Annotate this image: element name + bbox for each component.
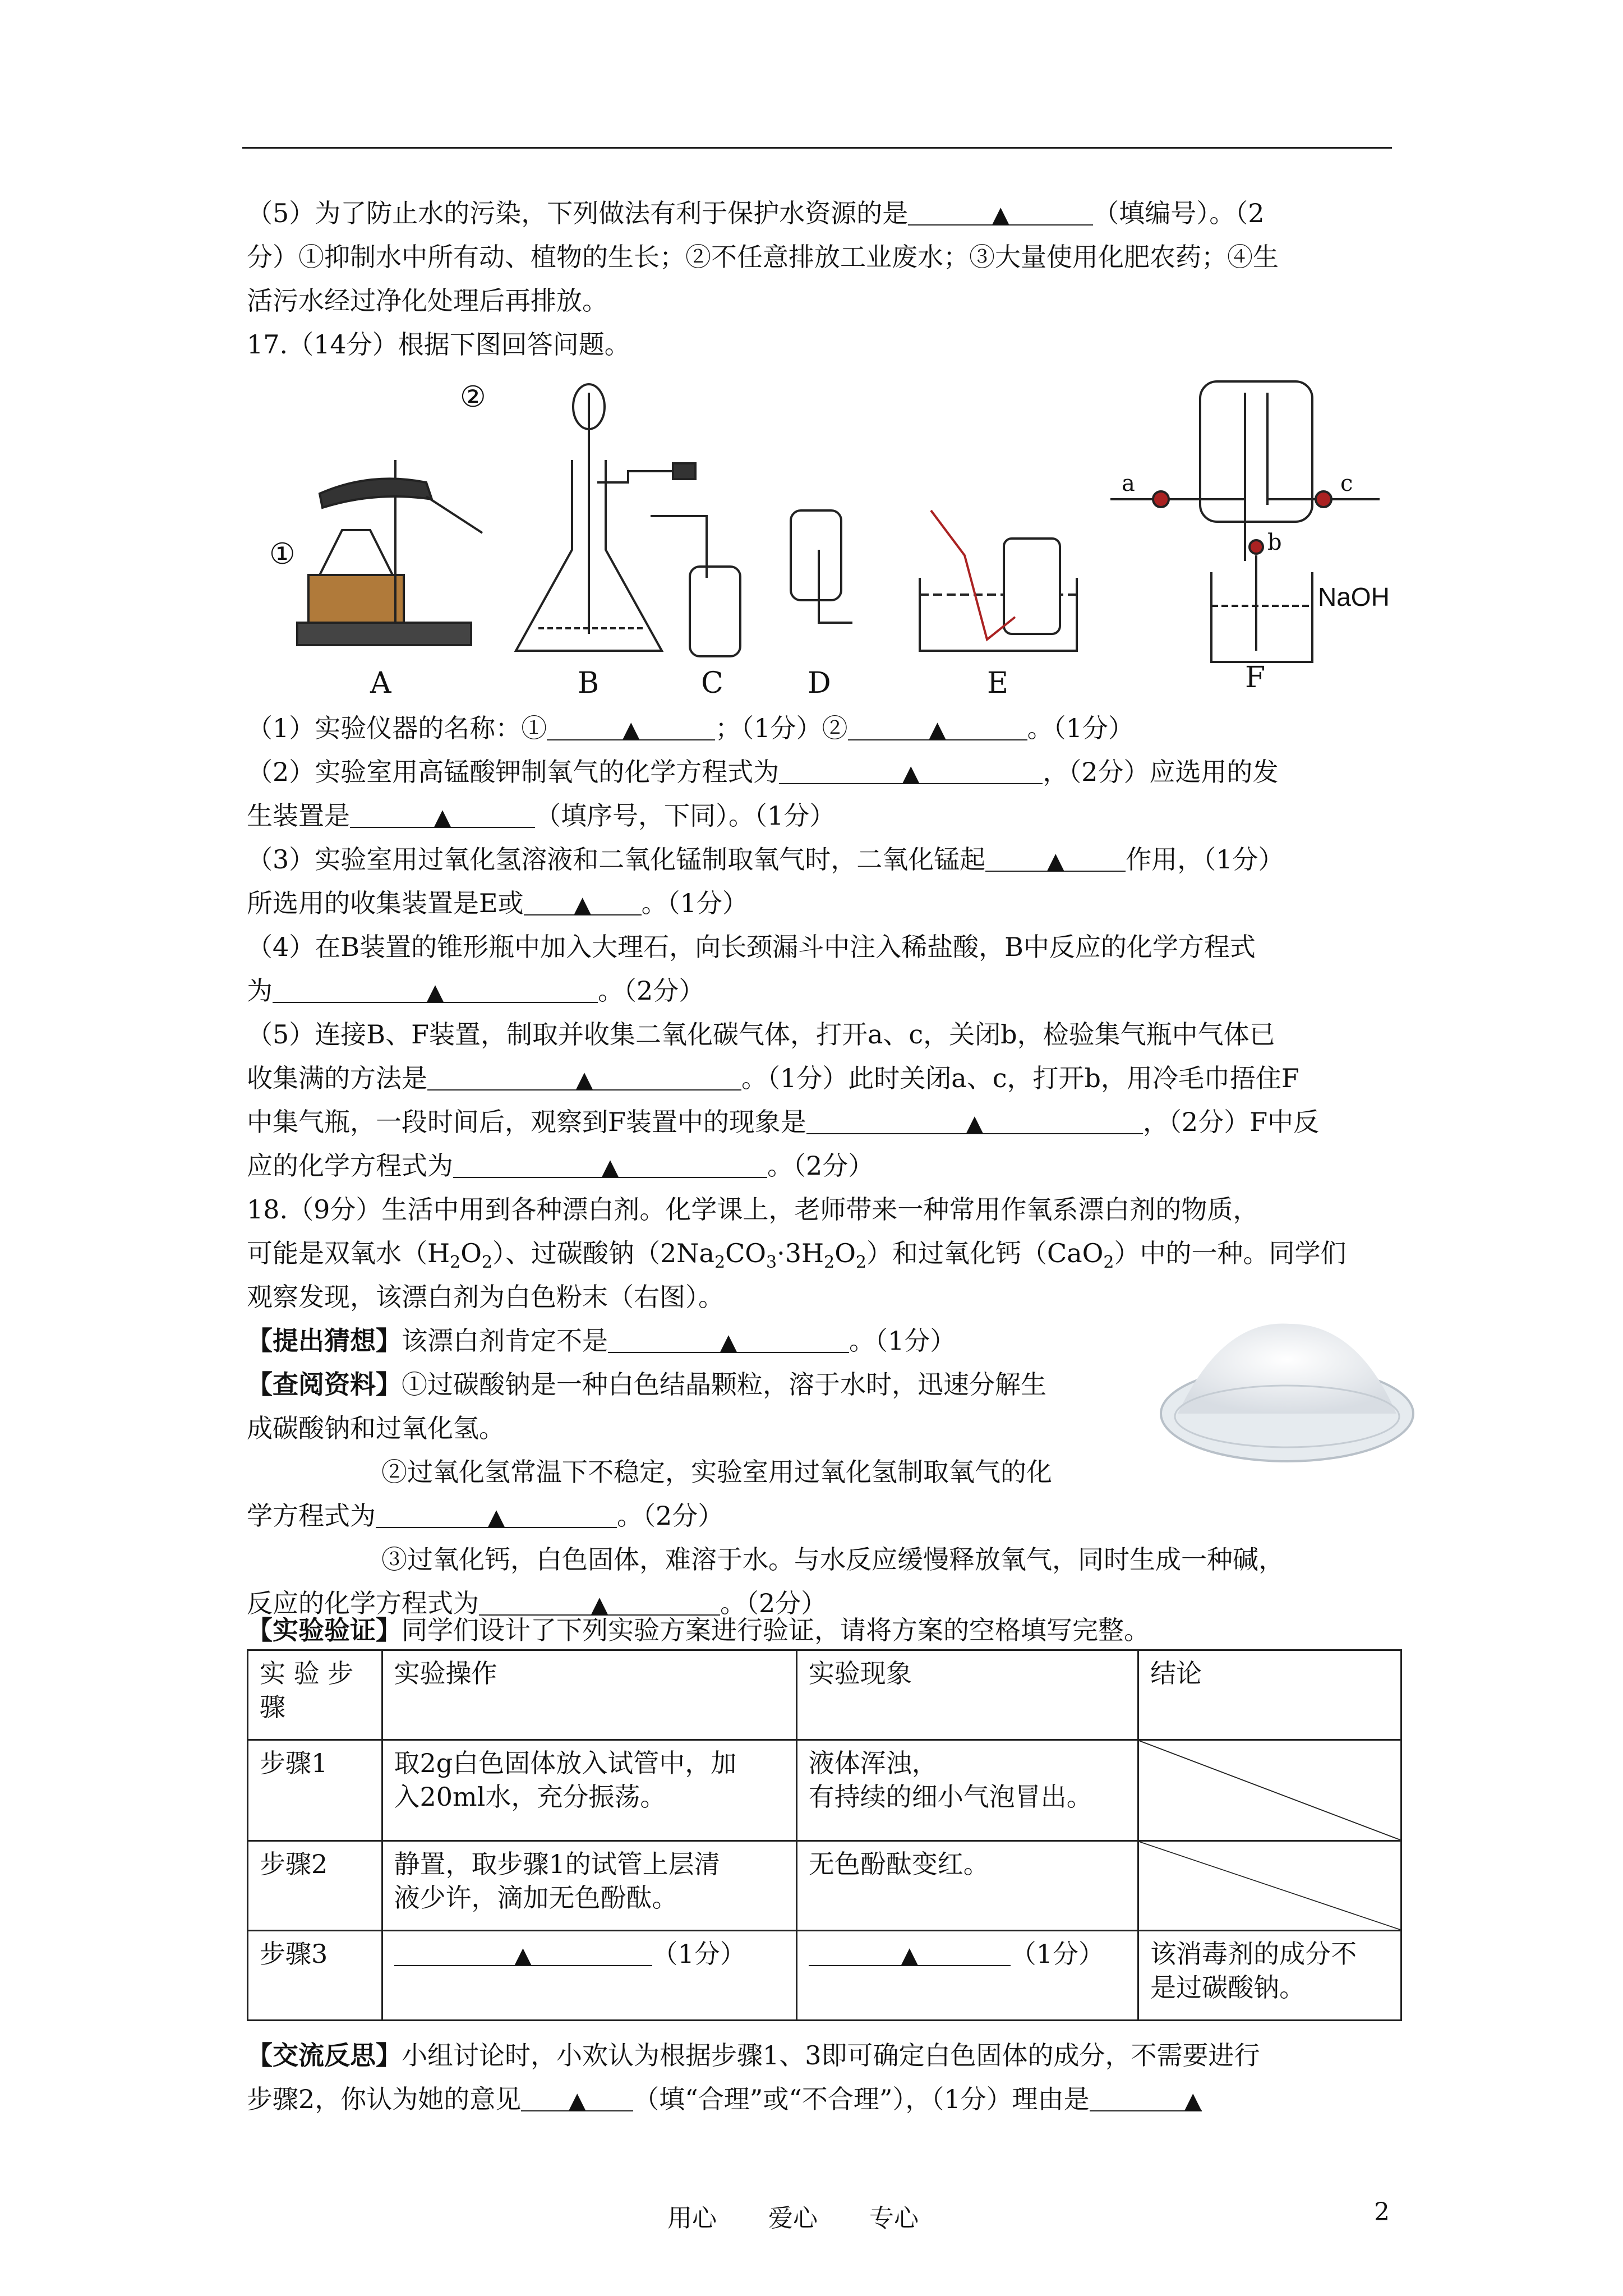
- label-E: E: [987, 666, 1008, 700]
- table-header-row: 实 验 步 骤 实验操作 实验现象 结论: [248, 1650, 1401, 1740]
- label-C: C: [701, 666, 723, 700]
- q16-line-1: （5）为了防止水的污染，下列做法有利于保护水资源的是 ▲ （填编号）。（2: [247, 196, 1265, 230]
- footer-mid: 爱心: [768, 2204, 818, 2233]
- footer-left: 用心: [667, 2204, 717, 2233]
- q18-line-3: 观察发现，该漂白剂为白色粉末（右图）。: [247, 1282, 724, 1312]
- valve-b: b: [1267, 530, 1282, 555]
- q18-reflect-1: 【交流反思】小组讨论时，小欢认为根据步骤1、3即可确定白色固体的成分，不需要进行: [247, 2040, 1260, 2070]
- label-D: D: [808, 666, 831, 700]
- q17-line-6: （4）在B装置的锥形瓶中加入大理石，向长颈漏斗中注入稀盐酸，B中反应的化学方程式: [247, 932, 1256, 962]
- q18-line-1: 18.（9分）生活中用到各种漂白剂。化学课上，老师带来一种常用作氧系漂白剂的物质，: [247, 1194, 1259, 1225]
- q18-ref-3: ③过氧化钙，白色固体，难溶于水。与水反应缓慢释放氧气，同时生成一种碱，: [381, 1544, 1284, 1575]
- q17-line-1: （1）实验仪器的名称：① ▲ ；（1分）② ▲ 。（1分）: [247, 711, 1134, 745]
- naoh-label: NaOH: [1318, 582, 1390, 611]
- q18-reflect-2: 步骤2，你认为她的意见 ▲ （填“合理”或“不合理”），（1分）理由是 ▲: [247, 2082, 1202, 2116]
- table-row: 步骤1 取2g白色固体放入试管中，加 入20ml水，充分振荡。 液体浑浊， 有持续的细小气泡冒出。: [248, 1740, 1401, 1841]
- q17-line-4: （3）实验室用过氧化氢溶液和二氧化锰制取氧气时，二氧化锰起 ▲ 作用，（1分）: [247, 843, 1284, 876]
- q18-ref-3b: 反应的化学方程式为 ▲ 。（2分）: [247, 1586, 827, 1620]
- q16-line-2: 分）①抑制水中所有动、植物的生长；②不任意排放工业废水；③大量使用化肥农药；④生: [247, 242, 1279, 272]
- experiment-table: [247, 1649, 1402, 2021]
- valve-a: a: [1122, 471, 1135, 496]
- q17-line-10: 中集气瓶，一段时间后，观察到F装置中的现象是 ▲ ，（2分）F中反: [247, 1105, 1319, 1139]
- q18-ref-2: ②过氧化氢常温下不稳定，实验室用过氧化氢制取氧气的化: [381, 1457, 1052, 1487]
- page-number: 2: [1374, 2198, 1390, 2226]
- table-row: 步骤3 ▲ （1分） ▲ （1分） 该消毒剂的成分不 是过碳酸钠。: [248, 1931, 1401, 2021]
- q17-line-8: （5）连接B、F装置，制取并收集二氧化碳气体，打开a、c，关闭b，检验集气瓶中气体已: [247, 1019, 1275, 1050]
- q17-title: 17.（14分）根据下图回答问题。: [247, 329, 630, 360]
- label-F: F: [1245, 661, 1266, 694]
- q18-line-2: 可能是双氧水$(H_2O_2)$、过碳酸钠$(2Na_2CO_3\cdot 3H_2O_2)$和过氧化钙（CaO$_2$）中的一种。同学们: [247, 1238, 1347, 1273]
- header-rule: [242, 147, 1392, 149]
- valve-c: c: [1340, 471, 1353, 496]
- q18-ref-1b: 成碳酸钠和过氧化氢。: [247, 1413, 505, 1443]
- q17-line-5: 所选用的收集装置是E或 ▲ 。（1分）: [247, 886, 748, 920]
- test-tube: [320, 478, 432, 508]
- q17-line-3: 生装置是 ▲ （填序号，下同）。（1分）: [247, 799, 835, 832]
- table-row: 步骤2 静置，取步骤1的试管上层清 液少许，滴加无色酚酞。 无色酚酞变红。: [248, 1841, 1401, 1931]
- stand-base: [297, 623, 471, 645]
- q18-verify: 【实验验证】同学们设计了下列实验方案进行验证，请将方案的空格填写完整。: [247, 1615, 1150, 1645]
- marker-2: ②: [460, 380, 486, 414]
- footer-right: 专心: [869, 2204, 919, 2233]
- label-A: A: [370, 666, 391, 700]
- q16-line-3: 活污水经过净化处理后再排放。: [247, 286, 608, 316]
- q17-line-2: （2）实验室用高锰酸钾制氧气的化学方程式为 ▲ ，（2分）应选用的发: [247, 755, 1279, 789]
- q18-ref-1: 【查阅资料】①过碳酸钠是一种白色结晶颗粒，溶于水时，迅速分解生: [247, 1369, 1046, 1400]
- alcohol-lamp: [320, 530, 393, 575]
- label-B: B: [578, 666, 600, 700]
- q18-ref-2b: 学方程式为 ▲ 。（2分）: [247, 1499, 723, 1533]
- q17-line-7: 为 ▲ 。（2分）: [247, 974, 704, 1007]
- wooden-block: [308, 575, 404, 623]
- apparatus-figure: [258, 370, 1402, 707]
- q17-line-11: 应的化学方程式为 ▲ 。（2分）: [247, 1149, 874, 1182]
- q18-guess: 【提出猜想】该漂白剂肯定不是 ▲ 。（1分）: [247, 1324, 956, 1358]
- q17-line-9: 收集满的方法是 ▲ 。（1分）此时关闭a、c，打开b，用冷毛巾捂住F: [247, 1061, 1299, 1095]
- marker-1: ①: [269, 537, 296, 571]
- white-powder-photo: [1155, 1301, 1419, 1470]
